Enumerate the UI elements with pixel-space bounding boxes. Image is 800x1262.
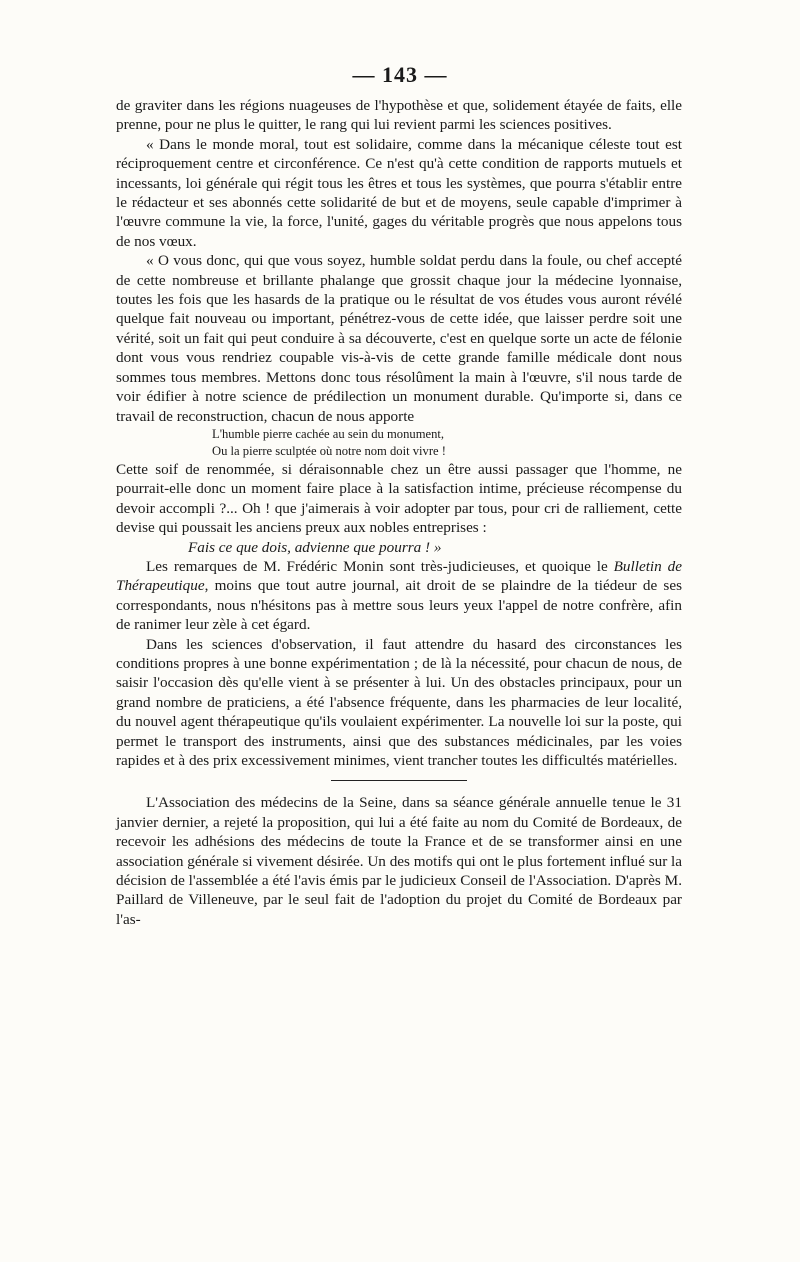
paragraph-1: de graviter dans les régions nuageuses de l'hypothèse et que, solidement étayée de faits, elle prenne, pour ne plus le quitter, le rang qui lui revient parmi les sciences positives. — [116, 97, 682, 134]
verse-line-2: Ou la pierre sculptée où notre nom doit vivre ! — [212, 443, 446, 458]
paragraph-3: « O vous donc, qui que vous soyez, humble soldat perdu dans la foule, ou chef accepté de cette nombreuse et brillante phalange que grossit chaque jour la médecine lyonnaise, toutes les fois que les hasards de la pratique ou le résultat de vos études vous auront révélé quelque fait nouveau ou important, pénétrez-vous de cette idée, que laisser perdre soit une vérité, soit un fait qui peut conduire à sa découverte, c'est en quelque sorte un acte de félonie dont vous vous rendriez coupable vis-à-vis de cette grande famille médicale dont nous sommes tous membres. Mettons donc tous résolûment la main à l'œuvre, s'il nous tarde de voir édifier à notre science de prédilection un monument durable. Qu'importe si, dans ce travail de reconstruction, chacun de nous apporte — [116, 252, 682, 425]
paragraph-7: L'Association des médecins de la Seine, dans sa séance générale annuelle tenue le 31 janvier dernier, a rejeté la proposition, qui lui a été faite au nom du Comité de Bordeaux, de recevoir les adhésions des médecins de toute la France et de se transformer ainsi en une association générale si vivement désirée. Un des motifs qui ont le plus fortement influé sur la décision de l'assemblée a été l'avis émis par le judicieux Conseil de l'Association. D'après M. Paillard de Villeneuve, par le seul fait de l'adoption du projet du Comité de Bordeaux par l'as- — [116, 794, 683, 928]
section-separator — [331, 780, 467, 781]
paragraph-5-end: , moins que tout autre journal, ait droit de se plaindre de la tiédeur de ses correspondants, nous n'hésitons pas à mettre sous leurs yeux l'appel de notre confrère, afin de ranimer leur zèle à cet égard. — [116, 577, 682, 634]
paragraph-4: Cette soif de renommée, si déraisonnable chez un être aussi passager que l'homme, ne pourrait-elle donc un moment faire place à la satisfaction intime, précieuse récompense du devoir accompli ?... Oh ! que j'aimerais à voir adopter par tous, pour cri de ralliement, cette devise qui poussait les anciens preux aux nobles entreprises : — [116, 460, 682, 537]
verse-line-1: L'humble pierre cachée au sein du monument, — [212, 426, 445, 441]
paragraph-2: « Dans le monde moral, tout est solidaire, comme dans la mécanique céleste tout est réciproquement centre et circonférence. Ce n'est qu'à cette condition de rapports mutuels et incessants, loi générale qui régit tous les êtres et tous les systèmes, que pourra s'établir entre le rédacteur et ses abonnés cette solidarité de but et de moyens, seule capable d'imprimer à l'œuvre commune la vie, la force, l'unité, gages du véritable progrès que nous appelons tous de nos vœux. — [116, 135, 682, 250]
paragraph-5-start: Les remarques de M. Frédéric Monin sont très-judicieuses, et quoique le — [146, 557, 614, 575]
paragraph-5 — [116, 557, 682, 635]
motto: Fais ce que dois, advienne que pourra ! » — [188, 538, 442, 556]
page-number: — 143 — — [352, 62, 448, 87]
paragraph-6: Dans les sciences d'observation, il faut attendre du hasard des circonstances les conditions propres à une bonne expérimentation ; de là la nécessité, pour chacun de nous, de saisir l'occasion dès qu'elle vient à se présenter à lui. Un des obstacles principaux, pour un grand nombre de praticiens, a été l'absence fréquente, dans les pharmacies de leur localité, du nouvel agent thérapeutique qu'ils voulaient expérimenter. La nouvelle loi sur la poste, qui permet le transport des instruments, ainsi que des substances médicinales, par les voies rapides et à des prix excessivement minimes, vient trancher toutes les difficultés matérielles. — [116, 635, 682, 769]
page-body — [116, 96, 682, 929]
journal-title: Bulletin de Thérapeutique — [116, 557, 682, 595]
